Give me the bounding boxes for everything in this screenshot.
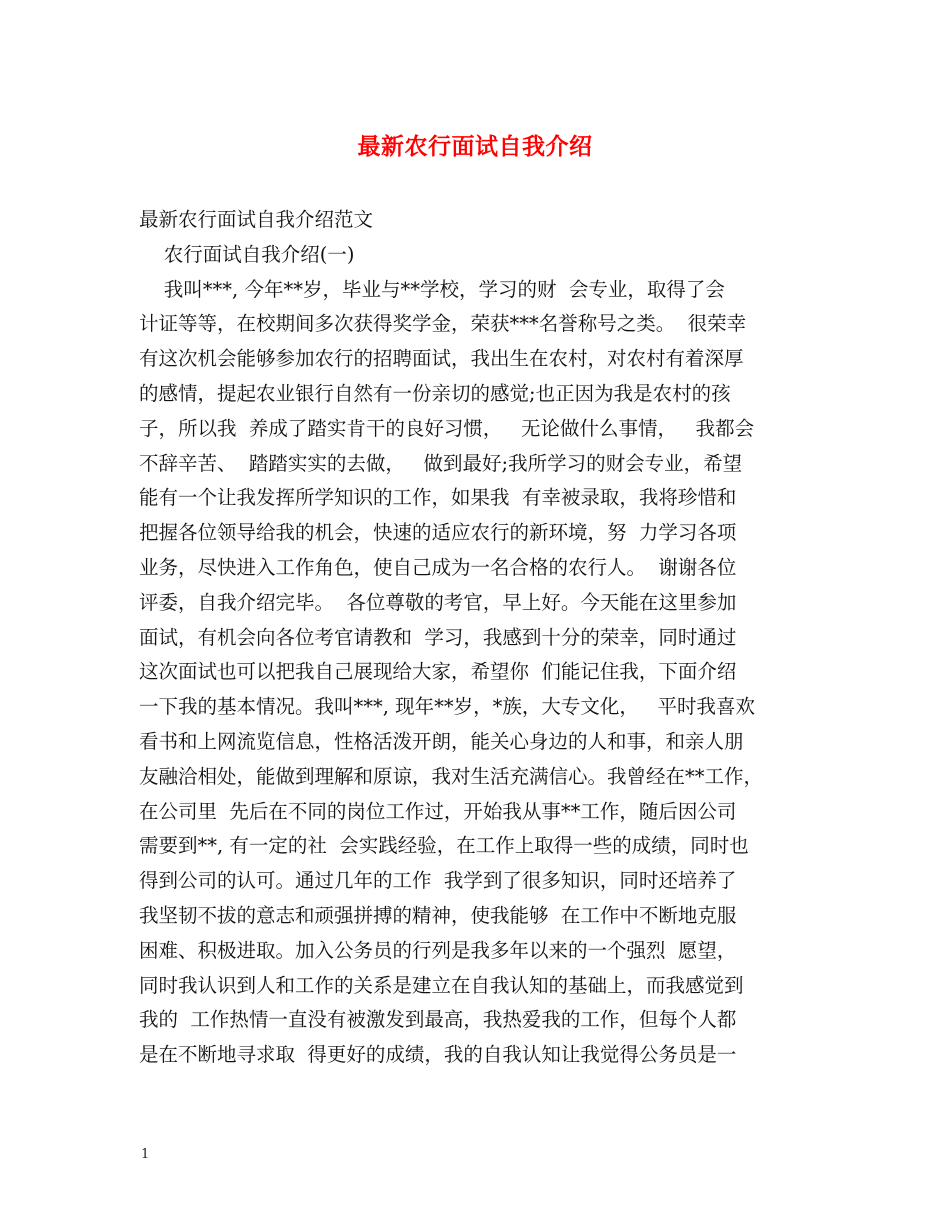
- text-line: 把握各位领导给我的机会，快速的适应农行的新环境，努 力学习各项: [139, 521, 737, 545]
- text-line: 不辞辛苦、 踏踏实实的去做， 做到最好;我所学习的财会专业，希望: [139, 451, 743, 475]
- text-line: 同时我认识到人和工作的关系是建立在自我认知的基础上，而我感觉到: [139, 973, 744, 997]
- text-line: 是在不断地寻求取 得更好的成绩，我的自我认知让我觉得公务员是一: [139, 1043, 737, 1067]
- text-line: 计证等等，在校期间多次获得奖学金，荣获***名誉称号之类。 很荣幸: [139, 312, 747, 336]
- text-line: 最新农行面试自我介绍范文: [139, 208, 374, 231]
- text-line: 业务，尽快进入工作角色，使自己成为一名合格的农行人。 谢谢各位: [139, 555, 737, 579]
- text-line: 看书和上网流览信息，性格活泼开朗，能关心身边的人和事，和亲人朋: [139, 729, 744, 753]
- text-line: 面试，有机会向各位考官请教和 学习，我感到十分的荣幸，同时通过: [139, 625, 737, 649]
- text-line: 得到公司的认可。通过几年的工作 我学到了很多知识，同时还培养了: [139, 869, 737, 893]
- text-line: 的感情，提起农业银行自然有一份亲切的感觉;也正因为我是农村的孩: [139, 381, 731, 405]
- text-line: 农行面试自我介绍(一): [139, 242, 355, 266]
- text-line: 评委，自我介绍完毕。 各位尊敬的考官，早上好。今天能在这里参加: [139, 590, 737, 614]
- page-number: 1: [141, 1147, 150, 1162]
- text-line: 友融洽相处，能做到理解和原谅，我对生活充满信心。我曾经在**工作，: [139, 764, 764, 788]
- text-line: 一下我的基本情况。我叫***, 现年**岁，*族，大专文化， 平时我喜欢: [139, 695, 755, 719]
- document-title: 最新农行面试自我介绍: [357, 133, 593, 160]
- text-line: 需要到**, 有一定的社 会实践经验，在工作上取得一些的成绩，同时也: [139, 834, 749, 858]
- text-line: 在公司里 先后在不同的岗位工作过，开始我从事**工作，随后因公司: [139, 799, 737, 823]
- text-line: 我的 工作热情一直没有被激发到最高，我热爱我的工作，但每个人都: [139, 1008, 737, 1032]
- text-line: 子，所以我 养成了踏实肯干的良好习惯， 无论做什么事情， 我都会: [139, 416, 755, 440]
- text-line: 我坚韧不拔的意志和顽强拼搏的精神，使我能够 在工作中不断地克服: [139, 903, 737, 927]
- document-body: [139, 203, 819, 1073]
- text-line: 困难、积极进取。加入公务员的行列是我多年以来的一个强烈 愿望，: [139, 938, 737, 962]
- text-line: 有这次机会能够参加农行的招聘面试，我出生在农村，对农村有着深厚: [139, 347, 744, 371]
- text-line: 这次面试也可以把我自己展现给大家，希望你 们能记住我，下面介绍: [139, 660, 737, 684]
- text-line: 我叫***, 今年**岁，毕业与**学校，学习的财 会专业，取得了会: [139, 277, 725, 301]
- text-line: 能有一个让我发挥所学知识的工作，如果我 有幸被录取，我将珍惜和: [139, 486, 737, 510]
